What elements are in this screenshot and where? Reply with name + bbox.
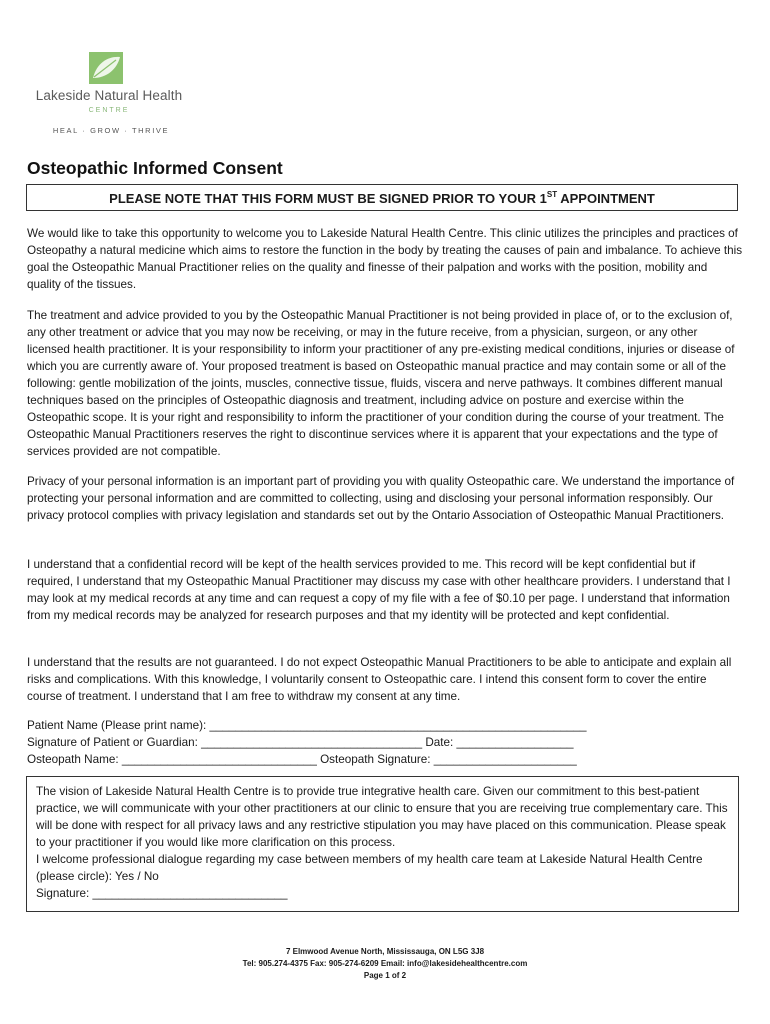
notice-text: PLEASE NOTE THAT THIS FORM MUST BE SIGNED PRIOR TO YOUR 1	[109, 191, 547, 206]
welcome-paragraph: We would like to take this opportunity to welcome you to Lakeside Natural Health Centre. This clinic utilizes the principles and practices of Osteopathy a natural medicine which aims to restore the function in the body by treating the causes of pain and imbalance. To achieve this goal the Osteopathic Manual Practitioner relies on the quality and finesse of their palpation and works with the position, mobility and quality of the tissues.	[27, 227, 743, 291]
page-footer	[0, 946, 770, 982]
page-number: Page 1 of 2	[363, 971, 407, 980]
patient-name-field[interactable]: Patient Name (Please print name): __________________________________________________________	[27, 719, 587, 732]
clinic-centre-label: CENTRE	[88, 107, 130, 114]
leaf-logo-icon	[89, 52, 123, 84]
footer-address: 7 Elmwood Avenue North, Mississauga, ON L5G 3J8	[285, 947, 485, 956]
privacy-paragraph: Privacy of your personal information is an important part of providing you with quality Osteopathic care. We understand the importance of protecting your personal information and are committed to collecting, using and disclosing your personal information responsibly. Our privacy protocol complies with privacy legislation and standards set out by the Ontario Association of Osteopathic Manual Practitioners.	[27, 475, 735, 522]
osteopath-field[interactable]: Osteopath Name: ______________________________ Osteopath Signature: ______________________	[27, 753, 577, 766]
notice-superscript: ST	[546, 189, 558, 199]
notice-text-end: APPOINTMENT	[557, 191, 655, 206]
treatment-paragraph: The treatment and advice provided to you by the Osteopathic Manual Practitioner is not being provided in place of, or to the exclusion of, any other treatment or advice that you may now be receiving, or may in the future receive, from a physician, surgeon, or any other licensed health practitioner. It is your responsibility to inform your practitioner of any pre-existing medical conditions, injuries or disease of which you are currently aware of. Your proposed treatment is based on Osteopathic manual practice and may contain some or all of the following: gentle mobilization of the joints, muscles, connective tissue, fluids, viscera and nerve pathways. It combines different manual techniques based on the principles of Osteopathic diagnosis and treatment, including advice on posture and exercise within the Osteopathic scope. It is your right and responsibility to inform the practitioner of your condition during the course of your treatment. The Osteopathic Manual Practitioners reserves the right to discontinue services where it is apparent that your expectations and the type of services provided are not compatible.	[27, 309, 735, 458]
patient-signature-field[interactable]: Signature of Patient or Guardian: __________________________________ Date: __________________	[27, 736, 574, 749]
signing-notice	[26, 184, 738, 211]
signature-fields	[27, 717, 743, 768]
vision-signature-field[interactable]: Signature: ______________________________	[36, 887, 288, 900]
clinic-name: Lakeside Natural Health	[35, 88, 183, 103]
clinic-logo	[28, 52, 198, 142]
dialogue-consent[interactable]: I welcome professional dialogue regarding my case between members of my health care team at Lakeside Natural Health Centre (please circle): Yes / No	[36, 853, 703, 883]
footer-contact: Tel: 905.274-4375 Fax: 905-274-6209 Email: info@lakesidehealthcentre.com	[242, 959, 528, 968]
consent-paragraph: I understand that the results are not guaranteed. I do not expect Osteopathic Manual Practitioners to be able to anticipate and explain all risks and complications. With this knowledge, I voluntarily consent to Osteopathic care. I intend this consent form to cover the entire course of treatment. I understand that I am free to withdraw my consent at any time.	[27, 656, 732, 703]
form-title: Osteopathic Informed Consent	[27, 158, 283, 178]
vision-box	[26, 776, 739, 912]
records-paragraph: I understand that a confidential record will be kept of the health services provided to me. This record will be kept confidential but if required, I understand that my Osteopathic Manual Practitioner may discuss my case with other healthcare providers. I understand that I may look at my medical records at any time and can request a copy of my file with a fee of $0.10 per page. I understand that information from my medical records may be analyzed for research purposes and that my identity will be protected and kept confidential.	[27, 558, 731, 622]
vision-text: The vision of Lakeside Natural Health Centre is to provide true integrative health care. Given our commitment to this best-patient practice, we will communicate with your other practitioners at our clinic to ensure that you are receiving true complementary care. This will be done with respect for all privacy laws and any restrictive stipulation you may have placed on this communication. Please speak to your practitioner if you would like more clarification on this process.	[36, 785, 728, 849]
clinic-tagline: HEAL · GROW · THRIVE	[52, 126, 170, 135]
